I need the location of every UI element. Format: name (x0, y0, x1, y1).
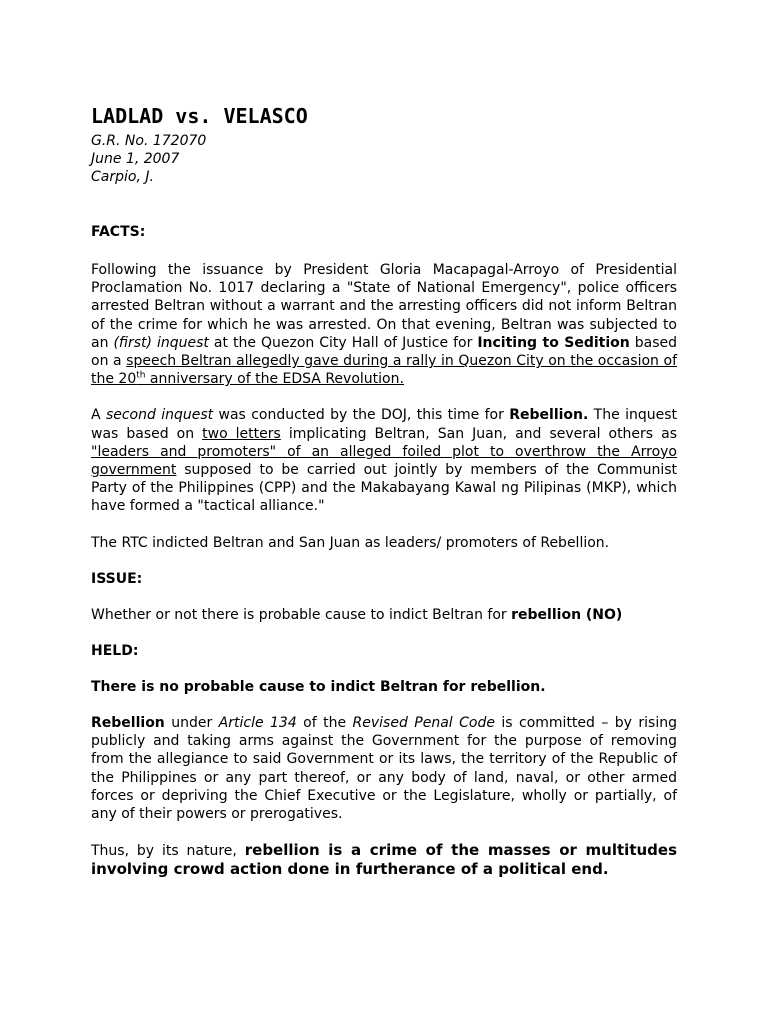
italic-text: second inquest (105, 407, 214, 424)
issue-heading: ISSUE: (91, 570, 143, 587)
bold-text: Rebellion. (509, 407, 589, 424)
text-run: Following the issuance by President Gloria Macapagal-Arroyo of Presidential Proclamation No. 1017 declaring a "State of National Emergency", police officers arrested Beltran without a warrant and the arresting officers did not inform Beltran of the crime for which he was arrested. On that evening, Beltran was subjected to an (91, 262, 677, 351)
facts-paragraph-2 (91, 406, 677, 515)
superscript: th (136, 370, 146, 381)
italic-text: Revised Penal Code (352, 715, 495, 732)
bold-text: rebellion is a crime of the masses or multitudes involving crowd action done in furtherance of a political end. (91, 841, 678, 879)
bold-text: Inciting to Sedition (477, 334, 630, 351)
text-run: at the Quezon City Hall of Justice for (208, 334, 478, 351)
issue-text (91, 606, 677, 624)
text-run: Thus, by its nature, (91, 843, 245, 860)
text-run: is committed – by rising publicly and taking arms against the Government for the purpose of removing from the allegiance to said Government or its laws, the territory of the Republic of the Philippines or any part thereof, or any body of land, naval, or other armed forces or depriving the Chief Executive or the Legislature, wholly or partially, of any of their powers or prerogatives. (91, 715, 677, 823)
facts-paragraph-3: The RTC indicted Beltran and San Juan as leaders/ promoters of Rebellion. (91, 534, 610, 551)
text-run: was conducted by the DOJ, this time for (213, 407, 510, 424)
text-run: implicating Beltran, San Juan, and several others as (280, 425, 677, 442)
text-run: based on a (91, 334, 677, 370)
italic-text: (first) inquest (113, 334, 209, 351)
text-run: supposed to be carried out jointly by members of the Communist Party of the Philippines (CPP) and the Makabayang Kawal ng Pilipinas (MKP), which have formed a "tactical alliance." (91, 462, 677, 515)
text-run: Whether or not there is probable cause to indict Beltran for (91, 606, 512, 623)
ruling-text: There is no probable cause to indict Beltran for rebellion. (91, 679, 546, 696)
underlined-text: two letters (202, 425, 281, 442)
held-heading: HELD: (91, 643, 139, 660)
ponente: Carpio, J. (91, 169, 154, 185)
case-digest (91, 104, 677, 879)
text-run: of the (296, 715, 353, 732)
text-run: speech Beltran allegedly gave during a rally in Quezon City on the occasion of the 20 (91, 353, 677, 388)
held-paragraph-2 (91, 841, 677, 878)
underlined-text: "leaders and promoters" of an alleged foiled plot to overthrow the Arroyo government (91, 443, 677, 479)
italic-text: Article 134 (218, 715, 297, 732)
text-run: anniversary of the EDSA Revolution. (145, 371, 404, 388)
underlined-text (91, 353, 677, 387)
text-run: A (91, 407, 106, 424)
text-run: The inquest was based on (91, 407, 677, 442)
decision-date: June 1, 2007 (91, 151, 180, 167)
case-title: LADLAD vs. VELASCO (91, 104, 308, 128)
held-paragraph-1 (91, 714, 677, 823)
bold-text: rebellion (NO) (511, 606, 623, 623)
facts-paragraph-1 (91, 261, 677, 388)
bold-text: Rebellion (91, 715, 165, 732)
facts-heading: FACTS: (91, 224, 146, 240)
text-run: under (164, 715, 219, 732)
gr-number: G.R. No. 172070 (91, 133, 207, 149)
